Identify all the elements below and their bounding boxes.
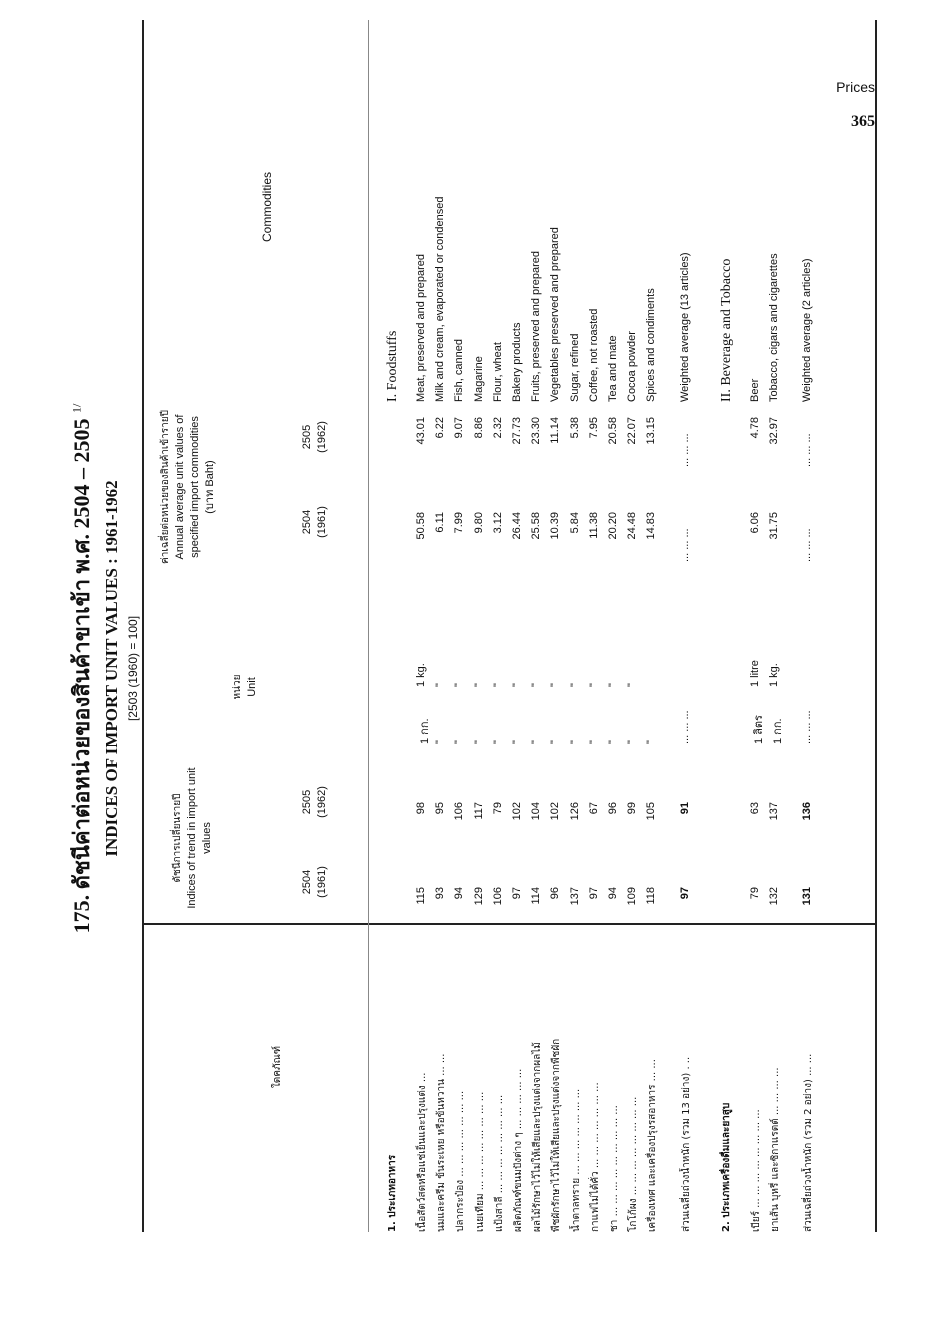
header-indices — [170, 753, 215, 923]
avg-value-1961: 6.06 — [748, 512, 761, 534]
table-row — [569, 0, 588, 1337]
unit-english: " — [607, 683, 619, 687]
avg-value-1961: 7.99 — [453, 512, 466, 534]
header-average-y2-text: 2505 — [301, 424, 313, 450]
unit-english: " — [530, 683, 543, 687]
unit-thai: " — [645, 740, 658, 744]
commodity-thai: ปลากระป๋อง ... ... ... ... ... ... ... — [455, 1090, 467, 1232]
unit-english: " — [587, 683, 600, 687]
header-average-unit: (บาท Baht) — [204, 460, 216, 514]
commodity-thai: เบียร์ ... ... ... ... ... ... ... ... — [750, 1109, 762, 1232]
commodity-english: Milk and cream, evaporated or condensed — [434, 196, 447, 402]
index-1962: 102 — [549, 802, 562, 821]
table-row — [511, 0, 530, 1337]
unit-thai: " — [530, 740, 543, 744]
index-1961: 106 — [491, 887, 504, 906]
index-1962: 105 — [645, 802, 658, 821]
table-number: 175. — [69, 894, 94, 934]
section-heading-thai: 2. ประเภทเครื่องดื่มและยาสูบ — [720, 1102, 732, 1232]
header-indices-thai: ดัชนีการเปลี่ยนรายปี — [172, 793, 183, 883]
avg-value-1962: 9.07 — [453, 417, 466, 439]
avg-value-1962: 5.38 — [568, 417, 581, 439]
commodity-english: Spices and condiments — [645, 288, 658, 402]
commodity-english: Coffee, not roasted — [587, 308, 600, 402]
avg-value-1962: 20.58 — [607, 417, 619, 445]
unit-thai: " — [434, 740, 447, 744]
header-y1: 2504 — [301, 869, 313, 895]
weighted-index-1961: 131 — [801, 887, 813, 906]
unit-thai: 1 กก. — [771, 718, 784, 744]
index-1961: 97 — [587, 887, 600, 900]
index-1961: 118 — [645, 887, 658, 905]
table-title-thai — [64, 0, 99, 1337]
unit-thai: " — [491, 740, 504, 744]
commodity-english: Beer — [748, 378, 761, 402]
table-row — [473, 0, 492, 1337]
weighted-index-1962: 136 — [801, 802, 813, 821]
commodity-thai: นมและครีม ข้นระเหย หรือข้นหวาน ... ... — [436, 1053, 448, 1232]
weighted-average-english: Weighted average (13 articles) — [678, 252, 691, 402]
commodity-thai: เครื่องเทศ และเครื่องปรุงรสอาหาร ... ... — [647, 1059, 659, 1232]
commodity-english: Flour, wheat — [491, 342, 504, 402]
header-indices-y2 — [300, 762, 330, 842]
unit-thai: " — [511, 740, 523, 744]
title-footnote: 1/ — [69, 403, 84, 413]
unit-english: " — [511, 683, 523, 687]
unit-thai: 1 ลิตร — [752, 715, 765, 744]
index-1962: 126 — [568, 802, 581, 821]
header-average-y2 — [300, 397, 330, 477]
index-1961: 115 — [415, 887, 427, 905]
commodity-thai: แป้งสาลี ... ... ... ... ... ... ... ... — [493, 1094, 505, 1232]
table-row — [768, 0, 787, 1337]
avg-value-1962: 32.97 — [767, 417, 780, 445]
avg-value-1962: 43.01 — [415, 417, 427, 445]
header-average-thai: ค่าเฉลี่ยต่อหน่วยของสินค้าเข้ารายปี — [160, 410, 171, 564]
table-row — [492, 0, 511, 1337]
index-1961: 109 — [626, 887, 639, 906]
commodity-english: Fruits, preserved and prepared — [530, 250, 543, 402]
table-row — [588, 0, 607, 1337]
index-1962: 98 — [415, 802, 427, 815]
avg-value-1961: 11.38 — [587, 512, 600, 539]
avg-value-1961: 31.75 — [767, 512, 780, 540]
avg-value-1962: 6.22 — [434, 417, 447, 439]
avg-value-1961: 24.48 — [626, 512, 639, 540]
avg-value-1961: 5.84 — [568, 512, 581, 534]
dots-filler: ... ... ... — [678, 528, 691, 562]
index-1961: 94 — [453, 887, 466, 900]
header-average-y2-ce: (1962) — [316, 421, 328, 453]
index-1962: 106 — [453, 802, 466, 821]
dots-filler: ... ... ... — [678, 710, 691, 744]
index-1962: 95 — [434, 802, 447, 815]
index-1962: 96 — [607, 802, 619, 815]
dots-filler: ... ... ... — [678, 433, 691, 467]
avg-value-1962: 11.14 — [549, 417, 562, 444]
index-1961: 93 — [434, 887, 447, 900]
weighted-average-row — [801, 0, 820, 1337]
commodity-english: Bakery products — [511, 322, 523, 402]
header-unit — [230, 627, 260, 747]
header-y2-ce: (1962) — [316, 786, 328, 818]
index-1961: 132 — [767, 887, 780, 906]
index-1961: 96 — [549, 887, 562, 900]
section-heading-row — [719, 0, 738, 1337]
unit-thai: " — [607, 740, 619, 744]
avg-value-1962: 8.86 — [472, 417, 485, 439]
base-year-note: [2503 (1960) = 100] — [126, 615, 140, 722]
unit-thai: " — [626, 740, 639, 744]
commodity-thai: ผลไม้รักษาไว้ไม่ให้เสียและปรุงแต่งจากผลไม้ — [532, 1042, 544, 1232]
unit-english: " — [549, 683, 562, 687]
commodity-english: Vegetables preserved and prepared — [549, 227, 562, 402]
table-row — [645, 0, 664, 1337]
commodity-thai: โกโก้ผง ... ... ... ... ... ... ... ... — [628, 1096, 640, 1232]
weighted-average-thai: ส่วนเฉลี่ยถ่วงน้ำหนัก (รวม 13 อย่าง) . .. — [680, 1056, 692, 1232]
table-row — [530, 0, 549, 1337]
title-thai-text: ดัชนีค่าต่อหน่วยของสินค้าขาเข้า พ.ศ. 2504 – 2505 — [69, 418, 94, 890]
index-1962: 137 — [767, 802, 780, 821]
unit-thai: " — [472, 740, 485, 744]
index-1961: 114 — [530, 887, 543, 905]
unit-english: " — [434, 683, 447, 687]
unit-english: " — [453, 683, 466, 687]
header-average-y1-text: 2504 — [301, 509, 313, 535]
avg-value-1961: 26.44 — [511, 512, 523, 540]
commodity-thai: พืชผักรักษาไว้ไม่ให้เสียและปรุงแต่งจากพืชผัก — [551, 1038, 563, 1232]
commodity-thai: ผลิตภัณฑ์ขนมปังต่าง ๆ ... ... ... ... ... — [513, 1068, 524, 1232]
table-top-rule — [142, 20, 144, 1232]
table-row — [749, 0, 768, 1337]
dots-filler: ... ... ... — [801, 710, 813, 744]
unit-thai: " — [568, 740, 581, 744]
unit-english: 1 litre — [748, 660, 761, 687]
avg-value-1962: 27.73 — [511, 417, 523, 445]
avg-value-1962: 13.15 — [645, 417, 658, 445]
unit-english: 1 kg. — [415, 663, 427, 687]
header-unit-thai: หน่วย — [232, 674, 243, 700]
avg-value-1962: 22.07 — [626, 417, 639, 445]
commodity-thai: เนยเทียม ... ... ... ... ... ... ... ... — [474, 1091, 486, 1232]
commodity-english: Tobacco, cigars and cigarettes — [767, 253, 780, 402]
avg-value-1961: 6.11 — [434, 512, 447, 533]
header-commodities-english: Commodities — [260, 171, 274, 243]
header-bottom-line — [368, 20, 369, 1232]
header-average-y1 — [300, 482, 330, 562]
avg-value-1961: 3.12 — [491, 512, 504, 534]
commodity-english: Sugar, refined — [568, 333, 581, 402]
weighted-index-1962: 91 — [678, 802, 691, 815]
commodity-english: Magarine — [472, 356, 485, 402]
table-row — [453, 0, 472, 1337]
header-average-english: Annual average unit values of specified import commodities — [174, 414, 201, 560]
header-unit-english: Unit — [246, 677, 258, 697]
unit-english: " — [568, 683, 581, 687]
header-y2: 2505 — [301, 789, 313, 815]
index-1961: 94 — [607, 887, 619, 900]
running-head-section: Prices — [836, 79, 875, 95]
weighted-index-1961: 97 — [678, 887, 691, 900]
header-average-y1-ce: (1961) — [316, 506, 328, 538]
commodity-thai: น้ำตาลทราย ... ... ... ... ... ... ... — [570, 1088, 582, 1232]
header-indices-y1 — [300, 842, 330, 922]
avg-value-1961: 25.58 — [530, 512, 543, 540]
unit-english: " — [472, 683, 485, 687]
table-bottom-rule — [875, 20, 877, 1232]
index-1962: 99 — [626, 802, 639, 815]
index-1962: 79 — [491, 802, 504, 815]
commodity-english: Meat, preserved and prepared — [415, 254, 427, 402]
index-1962: 104 — [530, 802, 543, 821]
header-average — [158, 397, 218, 577]
avg-value-1962: 2.32 — [491, 417, 504, 439]
page-number: 365 — [851, 113, 875, 130]
table-row — [434, 0, 453, 1337]
commodity-english: Cocoa powder — [626, 331, 639, 402]
commodity-english: Tea and mate — [607, 335, 619, 402]
table-row — [549, 0, 568, 1337]
avg-value-1961: 14.83 — [645, 512, 658, 540]
avg-value-1962: 4.78 — [748, 417, 761, 439]
section-heading-row — [385, 0, 404, 1337]
avg-value-1961: 10.39 — [549, 512, 562, 540]
dots-filler: ... ... ... — [801, 528, 813, 562]
index-1961: 97 — [511, 887, 523, 900]
table-title-english: INDICES OF IMPORT UNIT VALUES : 1961-1962 — [102, 480, 121, 857]
weighted-average-thai: ส่วนเฉลี่ยถ่วงน้ำหนัก (รวม 2 อย่าง) ... ... — [803, 1053, 814, 1232]
weighted-average-row — [679, 0, 698, 1337]
unit-thai: " — [549, 740, 562, 744]
header-commodity-thai: ใดคภัณฑ์ — [272, 1045, 283, 1089]
header-y1-ce: (1961) — [316, 866, 328, 898]
commodity-english: Fish, canned — [453, 339, 466, 402]
index-1962: 117 — [472, 802, 485, 820]
avg-value-1961: 50.58 — [415, 512, 427, 540]
section-heading-english: II. Beverage and Tobacco — [718, 258, 734, 402]
avg-value-1962: 23.30 — [530, 417, 543, 445]
weighted-average-english: Weighted average (2 articles) — [801, 258, 813, 402]
avg-value-1961: 20.20 — [607, 512, 619, 540]
index-1962: 67 — [587, 802, 600, 815]
table-row — [626, 0, 645, 1337]
index-1962: 102 — [511, 802, 523, 821]
commodity-thai: เนื้อสัตว์สดหรือแช่เย็นและปรุงแต่ง ... — [417, 1072, 428, 1232]
unit-english: " — [626, 683, 639, 687]
unit-thai: " — [453, 740, 466, 744]
avg-value-1961: 9.80 — [472, 512, 485, 534]
commodity-thai: ชา ... ... ... ... ... ... ... ... ... — [609, 1105, 620, 1232]
header-indices-english: Indices of trend in import unit values — [186, 767, 213, 909]
index-1961: 137 — [568, 887, 581, 906]
section-heading-thai: 1. ประเภทอาหาร — [387, 1154, 398, 1232]
avg-value-1962: 7.95 — [587, 417, 600, 439]
table-row — [415, 0, 434, 1337]
section-heading-english: I. Foodstuffs — [385, 330, 400, 402]
dots-filler: ... ... ... — [801, 433, 813, 467]
commodity-thai: กาแฟไม่ได้คั่ว ... ... ... ... ... ... ... — [589, 1082, 601, 1232]
unit-english: 1 kg. — [767, 663, 780, 687]
unit-thai: " — [587, 740, 600, 744]
table-row — [607, 0, 626, 1337]
unit-english: " — [491, 683, 504, 687]
unit-thai: 1 กก. — [419, 718, 431, 744]
index-1962: 63 — [748, 802, 761, 815]
commodity-thai: ยาเส้น บุหรี่ และซิกาแรตต์ ... ... ... ... — [769, 1067, 781, 1232]
index-1961: 79 — [748, 887, 761, 900]
index-1961: 129 — [472, 887, 485, 906]
